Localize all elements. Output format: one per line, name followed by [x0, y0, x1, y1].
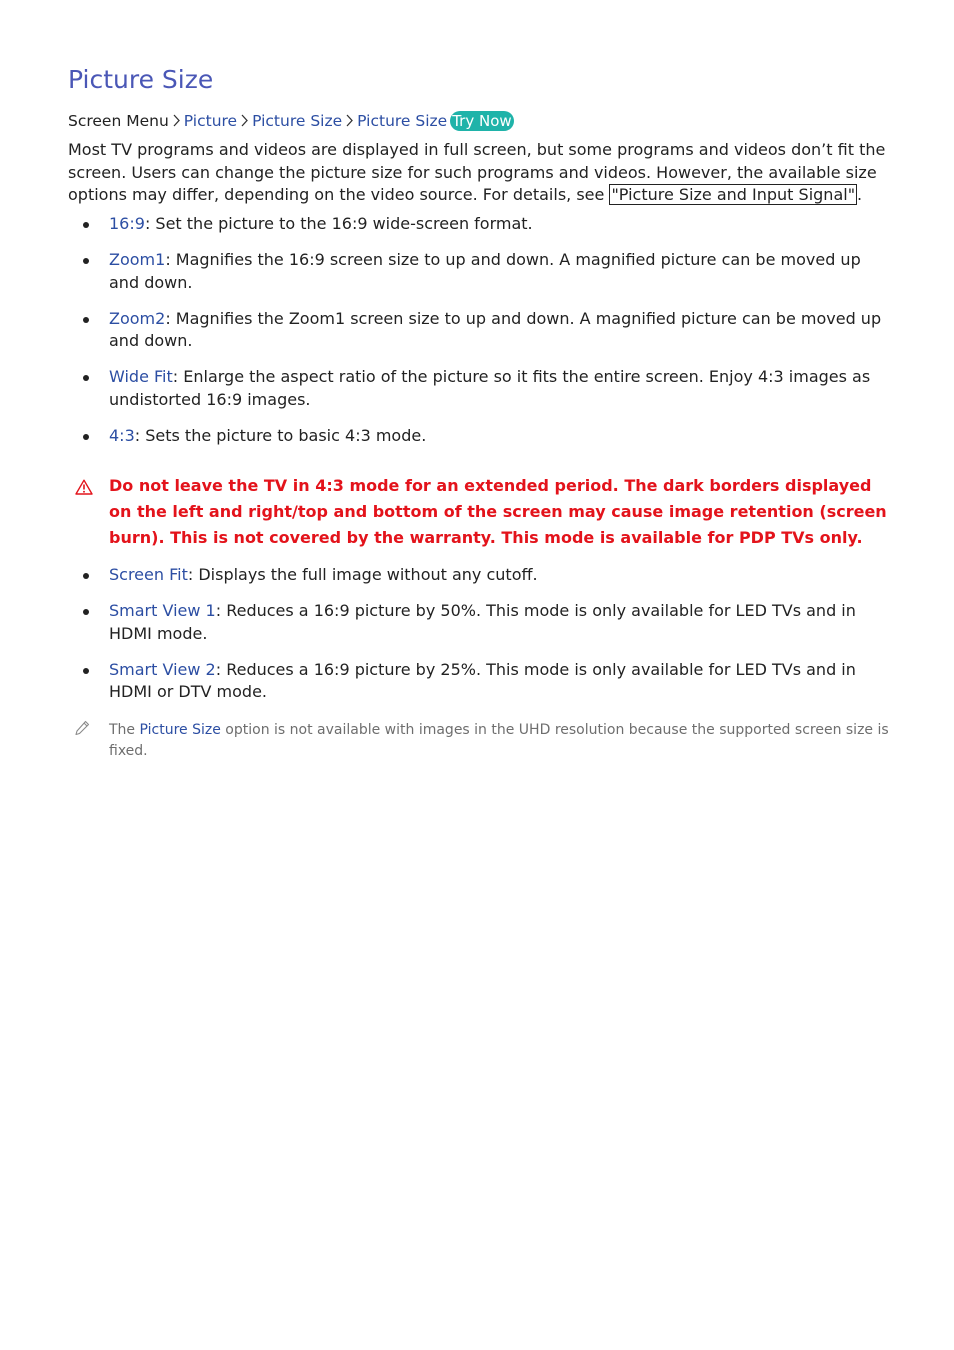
note [68, 720, 890, 762]
list-item [68, 600, 890, 645]
option-term: 16:9 [109, 214, 145, 233]
try-now-button[interactable]: Try Now [452, 112, 512, 130]
option-desc: : Reduces a 16:9 picture by 50%. This mode is only available for LED TVs and in HDMI mode. [109, 601, 856, 643]
picture-size-input-signal-link[interactable]: "Picture Size and Input Signal" [611, 185, 856, 204]
chevron-right-icon [345, 109, 354, 133]
breadcrumb-item-picture-size-setting[interactable]: Picture Size [357, 112, 448, 130]
list-item [68, 564, 890, 587]
bullet-icon [83, 573, 89, 579]
page-title: Picture Size [68, 65, 214, 94]
list-item [68, 308, 890, 353]
option-term: Zoom1 [109, 250, 166, 269]
note-suffix: option is not available with images in the UHD resolution because the supported screen size is fixed. [109, 722, 889, 759]
bullet-icon [83, 668, 89, 674]
intro-paragraph [68, 139, 890, 207]
option-desc: : Magnifies the 16:9 screen size to up and down. A magnified picture can be moved up and down. [109, 250, 861, 292]
bullet-icon [83, 317, 89, 323]
bullet-icon [83, 375, 89, 381]
list-item [68, 366, 890, 411]
note-term: Picture Size [139, 722, 221, 738]
option-desc: : Magnifies the Zoom1 screen size to up and down. A magnified picture can be moved up and down. [109, 308, 882, 350]
breadcrumb-root: Screen Menu [68, 112, 169, 130]
breadcrumb-item-picture-size[interactable]: Picture Size [252, 112, 343, 130]
option-term: Zoom2 [109, 308, 166, 328]
list-item [68, 659, 890, 704]
caution-notice [68, 473, 890, 551]
option-desc: : Sets the picture to basic 4:3 mode. [134, 425, 427, 445]
picture-size-options-list-2 [68, 564, 890, 717]
bullet-icon [83, 222, 89, 228]
bullet-icon [83, 258, 89, 264]
option-term: Wide Fit [109, 367, 173, 386]
option-term: 4:3 [109, 425, 135, 445]
caution-text: Do not leave the TV in 4:3 mode for an extended period. The dark borders displayed on the left and right/top and bottom of the screen may cause image retention (screen burn). This is not covered by the warranty. This mode is available for PDP TVs only. [109, 476, 887, 547]
breadcrumb-item-picture[interactable]: Picture [183, 112, 238, 130]
list-item [68, 425, 890, 448]
breadcrumb [68, 109, 514, 133]
list-item [68, 249, 890, 294]
option-term: Smart View 1 [109, 601, 216, 620]
option-term: Smart View 2 [109, 659, 216, 679]
bullet-icon [83, 609, 89, 615]
list-item [68, 213, 890, 236]
option-desc: : Set the picture to the 16:9 wide-screen format. [144, 214, 533, 233]
option-term: Screen Fit [109, 565, 188, 584]
note-prefix: The [109, 722, 140, 738]
warning-triangle-icon [75, 477, 93, 503]
chevron-right-icon [240, 109, 249, 133]
picture-size-options-list [68, 213, 890, 461]
pencil-icon [74, 720, 90, 743]
option-desc: : Displays the full image without any cutoff. [187, 565, 538, 584]
bullet-icon [83, 434, 89, 440]
chevron-right-icon [172, 109, 181, 133]
intro-text: Most TV programs and videos are displayed in full screen, but some programs and videos don’t fit the screen. Users can change the picture size for such programs and videos. However, the available size options may differ, depending on the video source. For details, see [68, 140, 886, 204]
option-desc: : Enlarge the aspect ratio of the picture so it fits the entire screen. Enjoy 4:3 images as undistorted 16:9 images. [109, 367, 871, 409]
intro-end: . [857, 185, 863, 204]
option-desc: : Reduces a 16:9 picture by 25%. This mode is only available for LED TVs and in HDMI or DTV mode. [109, 659, 856, 701]
